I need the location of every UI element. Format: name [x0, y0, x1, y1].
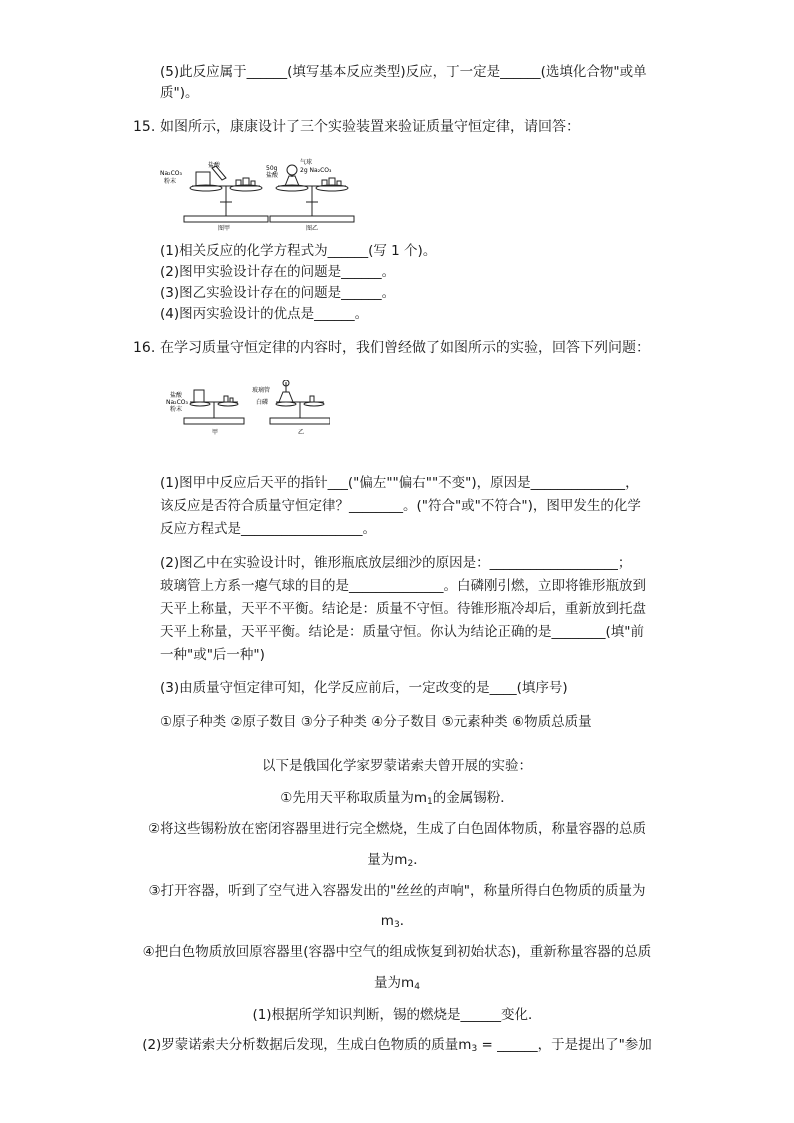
q16-caption-a: 甲	[212, 429, 219, 436]
q15-label-2g: 2g Na₂CO₃	[300, 167, 332, 174]
q15-label-powder: 粉末	[164, 178, 177, 185]
lomonosov-step2-line2: 量为$m_2$．	[367, 852, 427, 869]
q15-stem: 如图所示，康康设计了三个实验装置来验证质量守恒定律，请回答：	[160, 119, 580, 135]
q15-figure	[160, 158, 360, 234]
q16-part2-line4: 天平上称量，天平平衡。结论是：质量守恒。你认为结论正确的是________(填"前	[160, 624, 644, 640]
lomonosov-step4-line1: ④把白色物质放回原容器里(容器中空气的组成恢复到初始状态)，重新称量容器的总质	[142, 944, 652, 960]
q15-sub-3: (3)图乙实验设计存在的问题是______。	[160, 285, 396, 301]
lomonosov-q1: (1)根据所学知识判断，锡的燃烧是______变化．	[252, 1007, 542, 1023]
q16-caption-b: 乙	[298, 429, 305, 436]
q16-part1-line1: (1)图甲中反应后天平的指针___("偏左""偏右""不变")，原因是______________，	[160, 475, 639, 491]
q15-label-50g: 50g	[266, 165, 278, 172]
lomonosov-q2: (2)罗蒙诺索夫分析数据后发现，生成白色物质的质量$m_3$ = ______，于是提出了"参加	[142, 1037, 652, 1054]
q16-label-tube: 玻璃管	[252, 387, 271, 394]
lomonosov-step3-line2: $m_3$．	[380, 913, 414, 930]
q15-number: 15.	[133, 119, 156, 135]
q16-part2-line1: (2)图乙中在实验设计时，锥形瓶底放层细沙的原因是：___________________；	[160, 555, 632, 571]
q16-options: ①原子种类 ②原子数目 ③分子种类 ④分子数目 ⑤元素种类 ⑥物质总质量	[160, 714, 592, 730]
q15-sub-4: (4)图丙实验设计的优点是______。	[160, 306, 369, 322]
q15-caption-b: 图乙	[306, 225, 319, 232]
q16-part2-line5: 一种"或"后一种")	[160, 647, 265, 663]
q15-sub-2: (2)图甲实验设计存在的问题是______。	[160, 264, 396, 280]
lomonosov-step3-line1: ③打开容器，听到了空气进入容器发出的"丝丝的声响"，称量所得白色物质的质量为	[148, 883, 646, 899]
q16-label-phosphorus: 白磷	[256, 399, 269, 406]
q16-stem: 在学习质量守恒定律的内容时，我们曾经做了如图所示的实验，回答下列问题：	[160, 340, 650, 356]
q16-part1-line2: 该反应是否符合质量守恒定律？________。("符合"或"不符合")，图甲发生的化学	[160, 498, 641, 514]
q16-label-acid: 盐酸	[170, 392, 183, 399]
q15-sub-1: (1)相关反应的化学方程式为______(写 1 个)。	[160, 243, 437, 259]
q15-label-acid: 盐酸	[208, 162, 221, 169]
q16-part3: (3)由质量守恒定律可知，化学反应前后，一定改变的是____(填序号)	[160, 680, 568, 696]
q15-caption-a: 图甲	[218, 225, 231, 232]
lomonosov-step4-line2: 量为$m_4$	[374, 975, 420, 992]
q16-number: 16.	[133, 340, 156, 356]
q16-label-powder: 粉末	[170, 406, 183, 413]
q16-part1-line3: 反应方程式是__________________。	[160, 521, 376, 537]
q16-label-na2co3: Na₂CO₃	[166, 399, 188, 406]
q16-part2-line2: 玻璃管上方系一瘪气球的目的是______________。白磷刚引燃，立即将锥形瓶放到	[160, 578, 646, 594]
lomonosov-intro: 以下是俄国化学家罗蒙诺索夫曾开展的实验：	[262, 758, 532, 774]
lomonosov-step1: ①先用天平称取质量为$m_1$的金属锡粉．	[280, 790, 514, 807]
q15-label-balloon: 气球	[300, 159, 313, 166]
lomonosov-step2-line1: ②将这些锡粉放在密闭容器里进行完全燃烧，生成了白色固体物质，称量容器的总质	[147, 821, 647, 837]
q15-label-acid-b: 盐酸	[266, 172, 279, 179]
q14-part5-line2: 质")。	[160, 85, 199, 101]
q16-part2-line3: 天平上称量，天平不平衡。结论是：质量不守恒。待锥形瓶冷却后，重新放到托盘	[160, 601, 646, 617]
q14-part5-line1: (5)此反应属于______(填写基本反应类型)反应，丁一定是______(选填化合物"或单	[160, 64, 647, 80]
q15-label-na2co3: Na₂CO₃	[160, 170, 182, 177]
q16-figure	[160, 380, 330, 436]
